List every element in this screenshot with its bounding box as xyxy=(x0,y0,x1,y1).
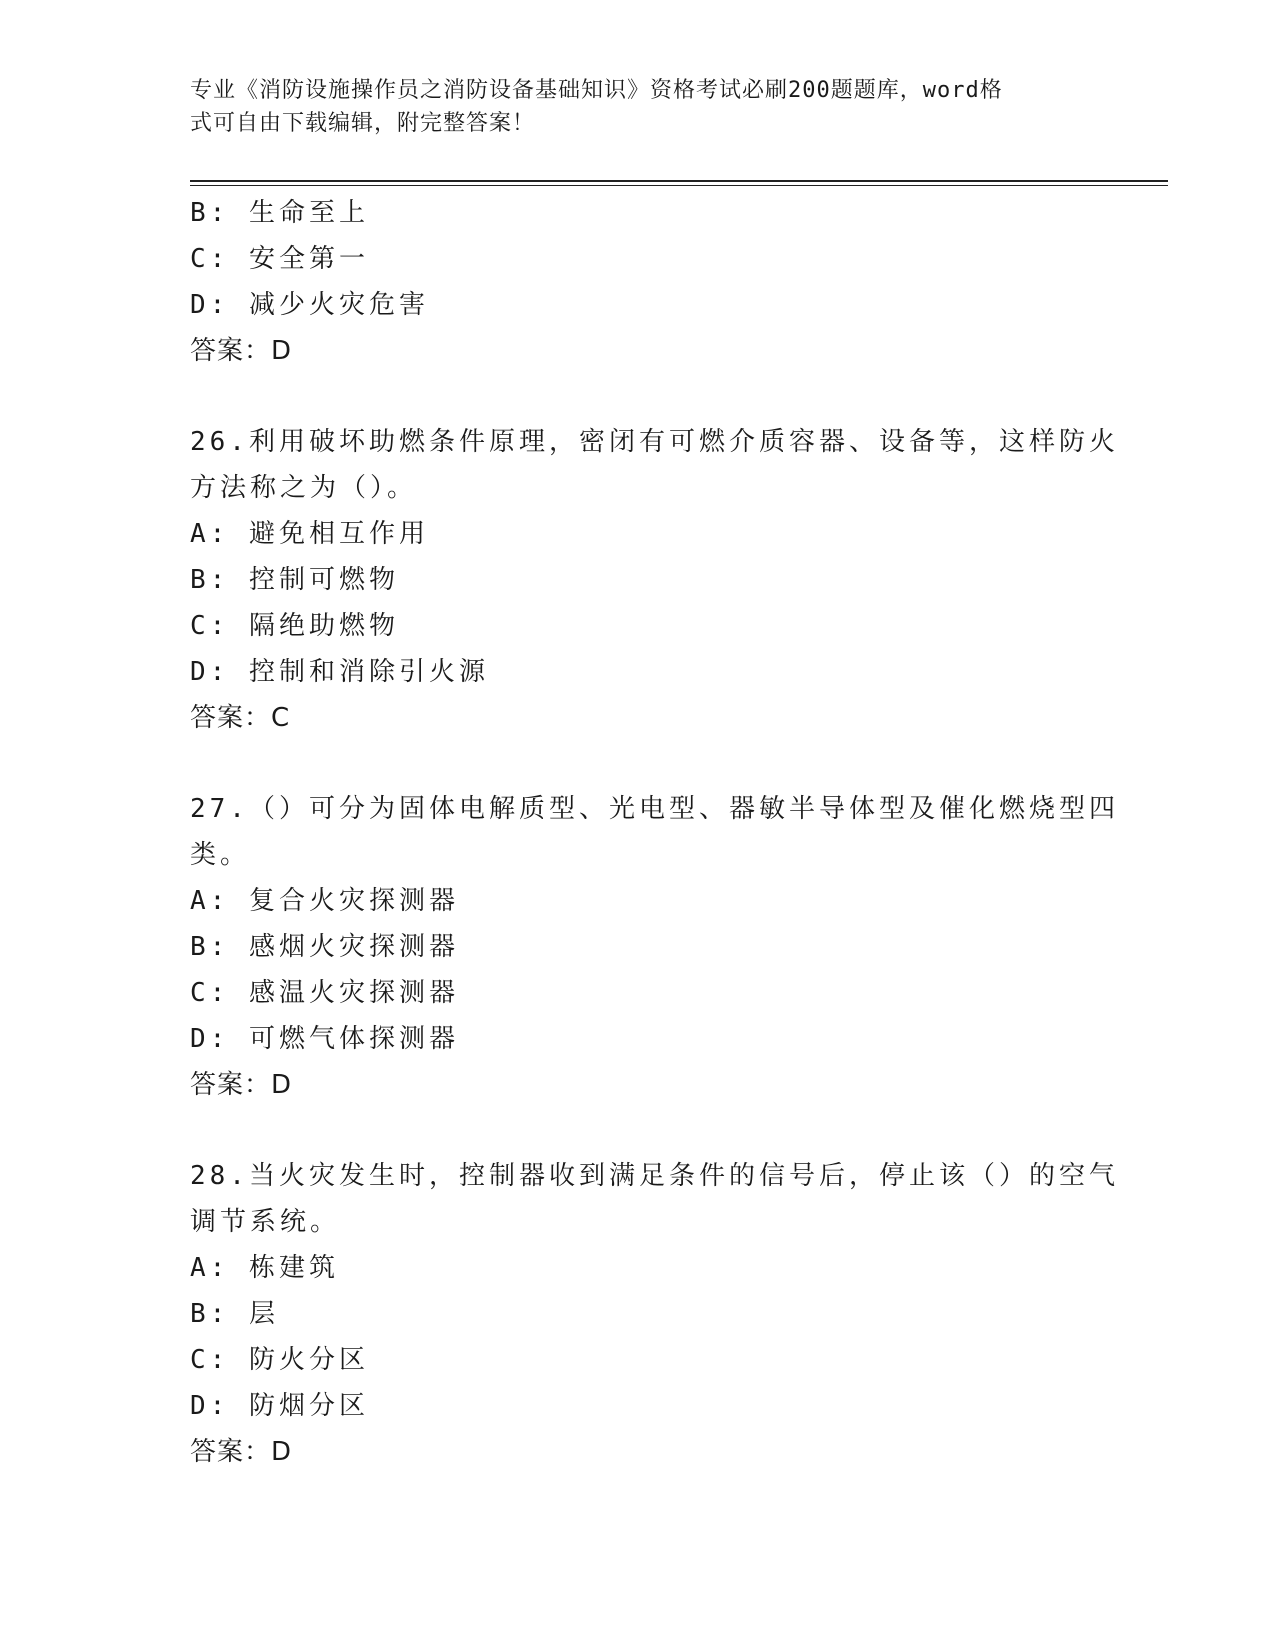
answer-line: 答案：D xyxy=(190,1070,293,1100)
document-header xyxy=(190,74,1080,140)
option-d: D: 防烟分区 xyxy=(190,1391,369,1421)
header-divider-thin xyxy=(190,185,1168,186)
option-d: D: 减少火灾危害 xyxy=(190,290,429,320)
question-text-line-2: 类。 xyxy=(190,840,251,870)
option-b: B: 生命至上 xyxy=(190,198,369,228)
question-text-line-2: 方法称之为（）。 xyxy=(190,473,418,503)
question-spacer xyxy=(190,374,1090,419)
option-d: D: 可燃气体探测器 xyxy=(190,1024,459,1054)
question-spacer xyxy=(190,741,1090,786)
question-list xyxy=(190,190,1119,1475)
option-d: D: 控制和消除引火源 xyxy=(190,657,489,687)
option-b: B: 层 xyxy=(190,1299,279,1329)
question-spacer xyxy=(190,1108,1090,1153)
option-a: A: 栋建筑 xyxy=(190,1253,339,1283)
option-a: A: 避免相互作用 xyxy=(190,519,429,549)
question-text-line-2: 调节系统。 xyxy=(190,1207,341,1237)
header-line-1: 专业《消防设施操作员之消防设备基础知识》资格考试必刷200题题库，word格 xyxy=(190,78,1003,103)
option-a: A: 复合火灾探测器 xyxy=(190,886,459,916)
question-block-26 xyxy=(190,419,1119,741)
option-c: C: 防火分区 xyxy=(190,1345,369,1375)
question-block-27 xyxy=(190,786,1119,1108)
question-text-line-1: 28.当火灾发生时，控制器收到满足条件的信号后，停止该（）的空气 xyxy=(190,1161,1119,1191)
header-divider-thick xyxy=(190,180,1168,182)
option-c: C: 感温火灾探测器 xyxy=(190,978,459,1008)
option-c: C: 安全第一 xyxy=(190,244,369,274)
header-line-2: 式可自由下载编辑，附完整答案！ xyxy=(190,111,536,136)
option-c: C: 隔绝助燃物 xyxy=(190,611,399,641)
answer-line: 答案：C xyxy=(190,703,291,733)
question-text-line-1: 27.（）可分为固体电解质型、光电型、器敏半导体型及催化燃烧型四 xyxy=(190,794,1119,824)
option-b: B: 感烟火灾探测器 xyxy=(190,932,459,962)
question-block-25-tail xyxy=(190,190,1090,374)
answer-line: 答案：D xyxy=(190,1437,293,1467)
option-b: B: 控制可燃物 xyxy=(190,565,399,595)
question-text-line-1: 26.利用破坏助燃条件原理，密闭有可燃介质容器、设备等，这样防火 xyxy=(190,427,1119,457)
answer-line: 答案：D xyxy=(190,336,293,366)
question-block-28 xyxy=(190,1153,1119,1475)
